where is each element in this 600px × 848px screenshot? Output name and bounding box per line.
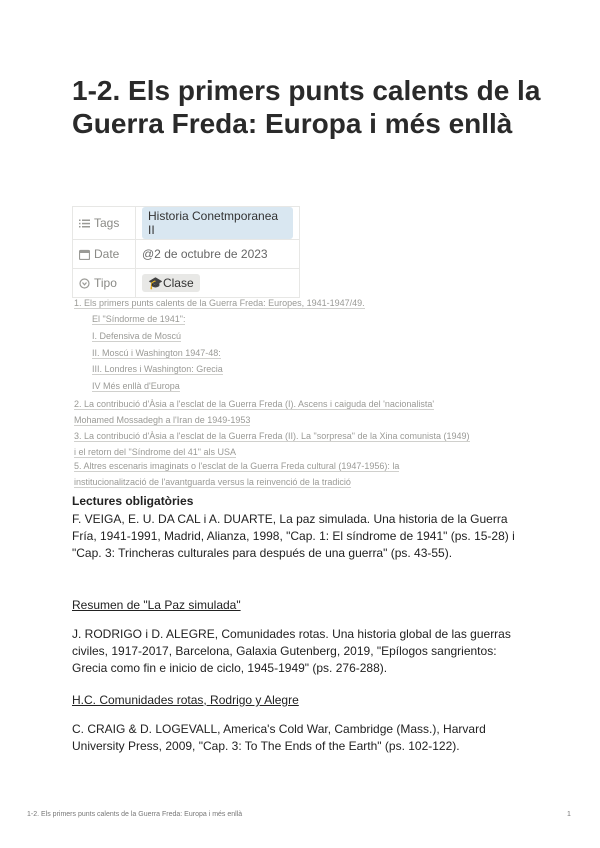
calendar-icon bbox=[79, 249, 90, 260]
reading-paragraph: C. CRAIG & D. LOGEVALL, America's Cold War, Cambridge (Mass.), Harvard University Press, 2009, "Cap. 3: To The Ends of the Earth" (ps. 102-122). bbox=[72, 722, 486, 753]
property-value bbox=[136, 207, 300, 240]
property-row-tipo bbox=[73, 269, 300, 298]
tipo-value: Clase bbox=[162, 276, 194, 290]
toc-link[interactable]: 3. La contribució d'Àsia a l'esclat de la Guerra Freda (II). La "sorpresa" de la Xina comunista (1949) i el retorn del "Síndrome del 41" als USA bbox=[74, 431, 470, 457]
tag-chip[interactable]: Historia Conetmporanea II bbox=[142, 207, 293, 239]
summary-link[interactable]: Resumen de "La Paz simulada" bbox=[72, 598, 241, 612]
property-row-date bbox=[73, 240, 300, 269]
page-title: 1-2. Els primers punts calents de la Guerra Freda: Europa i més enllà bbox=[72, 75, 541, 139]
toc-link[interactable]: III. Londres i Washington: Grecia bbox=[92, 364, 223, 374]
toc-link[interactable]: IV Més enllà d'Europa bbox=[92, 381, 180, 391]
tipo-label: Tipo bbox=[94, 276, 117, 290]
property-value bbox=[136, 240, 300, 269]
date-label: Date bbox=[94, 247, 120, 261]
reading-paragraph: F. VEIGA, E. U. DA CAL i A. DUARTE, La paz simulada. Una historia de la Guerra Fría, 1941-1991, Madrid, Alianza, 1998, "Cap. 1: El síndrome de 1941" (ps. 15-28) i "Cap. 3: Trincheras culturales para después de una guerra" (ps. 43-55). bbox=[72, 512, 515, 560]
property-value bbox=[136, 269, 300, 298]
toc-link[interactable]: I. Defensiva de Moscú bbox=[92, 331, 182, 341]
list-icon bbox=[79, 218, 90, 229]
toc-link[interactable]: El "Síndorme de 1941": bbox=[92, 314, 186, 324]
tags-label: Tags bbox=[94, 216, 120, 230]
section-heading: Lectures obligatòries bbox=[72, 494, 194, 508]
summary-link[interactable]: H.C. Comunidades rotas, Rodrigo y Alegre bbox=[72, 693, 299, 707]
toc-link[interactable]: 2. La contribució d'Àsia a l'esclat de la Guerra Freda (I). Ascens i caiguda del 'nacionalista' Mohamed Mossadegh a l'Iran de 1949-1953 bbox=[74, 399, 435, 425]
toc-link[interactable]: II. Moscú i Washington 1947-48: bbox=[92, 348, 221, 358]
page-number: 1 bbox=[567, 811, 571, 818]
property-row-tags bbox=[73, 207, 300, 240]
property-key bbox=[73, 269, 136, 298]
properties-table bbox=[72, 206, 300, 298]
graduation-cap-icon: 🎓 bbox=[148, 276, 163, 290]
tipo-chip[interactable] bbox=[142, 274, 200, 292]
property-key bbox=[73, 240, 136, 269]
select-circle-icon bbox=[79, 278, 90, 289]
reading-paragraph: J. RODRIGO i D. ALEGRE, Comunidades rotas. Una historia global de las guerras civiles, 1917-2017, Barcelona, Galaxia Gutenberg, 2019, "Epílogos sangrientos: Grecia como fin e inicio de ciclo, 1945-1949" (ps. 276-288). bbox=[72, 627, 511, 675]
property-key bbox=[73, 207, 136, 240]
toc-link[interactable]: 1. Els primers punts calents de la Guerra Freda: Europes, 1941-1947/49. bbox=[74, 298, 365, 308]
footer-title: 1-2. Els primers punts calents de la Guerra Freda: Europa i més enllà bbox=[27, 811, 243, 818]
date-value[interactable]: @2 de octubre de 2023 bbox=[142, 247, 268, 261]
toc-link[interactable]: 5. Altres escenaris imaginats o l'esclat de la Guerra Freda cultural (1947-1956): la institucionalització de l'avantguarda versus la reinvenció de la tradició bbox=[74, 461, 400, 487]
